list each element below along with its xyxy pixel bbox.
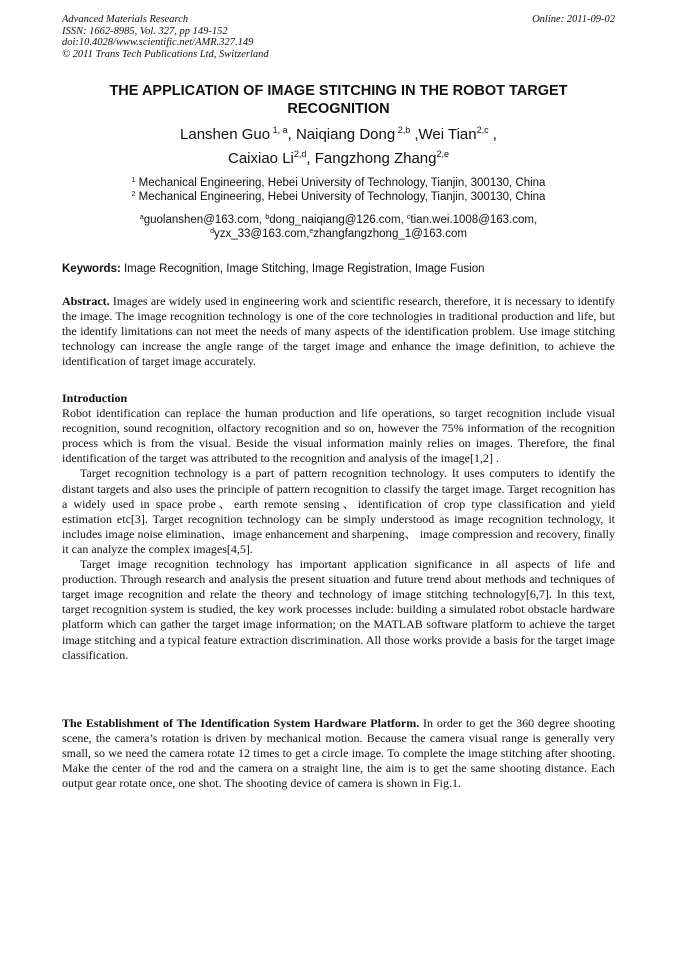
email-line-2	[62, 227, 615, 241]
affiliations	[62, 176, 615, 204]
author-separator: ,	[488, 126, 497, 143]
author-sup: 2,d	[293, 149, 307, 159]
affiliation-text: Mechanical Engineering, Hebei University of Technology, Tianjin, 300130, China	[135, 191, 546, 203]
introduction-section	[62, 391, 615, 663]
hardware-section	[62, 716, 615, 791]
journal-name: Advanced Materials Research	[62, 14, 189, 25]
introduction-paragraph-3: Target image recognition technology has important application significance in all aspects of life and production. Through research and analysis the present situation and future trend about methods and techniques of target image recognition and relate the theory and technology of image stitching technology[6,7]. In this text, target recognition system is studied, the key work processes include: building a simulated robot obstacle hardware platform which can gather the target image information; on the MATLAB software platform to achieve the target image stitching and a typical feature extraction discrimination. All those works provide a basis for the target image classification.	[62, 557, 615, 662]
journal-header	[62, 14, 615, 60]
introduction-paragraph-2: Target recognition technology is a part of pattern recognition technology. It uses computers to identify the distant targets and also uses the principle of pattern recognition to classify the target image. Target recognition has a widely used in space probe、earth remote sensing、identification of crop type classification and yield estimation etc[3]. Target recognition technology can be simply understood as image recognition technology, it includes image noise elimination、image enhancement and sharpening、 image compression and recovery, finally it can analyze the complex images[4,5].	[62, 466, 615, 556]
email-a: guolanshen@163.com,	[143, 214, 266, 226]
email-c: tian.wei.1008@163.com,	[410, 214, 538, 226]
doi-line: doi:10.4028/www.scientific.net/AMR.327.149	[62, 37, 254, 49]
title-line-1: THE APPLICATION OF IMAGE STITCHING IN THE ROBOT TARGET	[109, 83, 568, 99]
email-line-1	[62, 213, 615, 227]
author-name: , Naiqiang Dong	[287, 126, 396, 143]
affiliation-1	[62, 176, 615, 190]
title-line-2: RECOGNITION	[287, 101, 390, 117]
paper-title	[62, 82, 615, 118]
email-sup: b	[265, 214, 270, 221]
email-sup: d	[210, 228, 214, 235]
keywords-text: Image Recognition, Image Stitching, Image Registration, Image Fusion	[120, 263, 485, 275]
author-line-2	[62, 147, 615, 171]
hardware-text: In order to get the 360 degree shooting scene, the camera’s rotation is driven by mechanical motion. Because the camera visual range is generally very small, so we need the camera rotate 12 times to get a circle image. To complete the image stitching after shooting. Make the center of the rod and the camera on a straight line, the aim is to get the same shooting distance. Each output gear rotate once, one shot. The shooting device of camera is shown in Fig.1.	[62, 716, 616, 791]
author-name: , Fangzhong Zhang	[306, 150, 437, 167]
email-list	[62, 213, 615, 241]
abstract	[62, 294, 615, 369]
introduction-paragraph-1: Robot identification can replace the human production and life operations, so target recognition include visual recognition, sound recognition, olfactory recognition and so on, however the 75% information of the recognition process which is from the visual. Beside the visual information mainly relies on images. Therefore, the final identification of the target was attributed to the recognition and analysis of the image[1,2] .	[62, 406, 615, 466]
author-sup: 2,b	[395, 125, 411, 135]
author-name: Lanshen Guo	[180, 126, 271, 143]
keywords-label: Keywords:	[62, 263, 121, 275]
online-date: Online: 2011-09-02	[532, 14, 615, 25]
affiliation-sup: 2	[131, 191, 136, 198]
author-sup: 1, a	[270, 125, 288, 135]
email-sup: a	[139, 214, 144, 221]
email-b: dong_naiqiang@126.com,	[269, 214, 407, 226]
hardware-heading: The Establishment of The Identification System Hardware Platform.	[62, 716, 420, 730]
abstract-label: Abstract.	[62, 294, 110, 308]
affiliation-text: Mechanical Engineering, Hebei University of Technology, Tianjin, 300130, China	[135, 177, 546, 189]
email-sup: e	[309, 228, 314, 235]
author-name: Caixiao Li	[228, 150, 294, 167]
author-sup: 2,c	[476, 125, 489, 135]
author-name: ,Wei Tian	[410, 126, 477, 143]
affiliation-2	[62, 190, 615, 204]
keywords	[62, 262, 615, 276]
email-d: yzx_33@163.com,	[213, 228, 310, 240]
issn-line: ISSN: 1662-8985, Vol. 327, pp 149-152	[62, 25, 228, 37]
copyright-line: © 2011 Trans Tech Publications Ltd, Switzerland	[62, 48, 269, 60]
author-list	[62, 123, 615, 171]
abstract-text: Images are widely used in engineering work and scientific research, therefore, it is necessary to identify the image. The image recognition technology is one of the core technologies in traditional production and life, but the identify limitations can not meet the needs of many aspects of the identification problem. Use image stitching technology can increase the angle range of the target image and enhance the image definition, to achieve the identification of target image accurately.	[62, 294, 615, 369]
author-sup: 2,e	[436, 149, 449, 159]
email-e: zhangfangzhong_1@163.com	[313, 228, 467, 240]
affiliation-sup: 1	[131, 177, 136, 184]
author-line-1	[62, 123, 615, 147]
introduction-heading: Introduction	[62, 391, 128, 405]
email-sup: c	[406, 214, 411, 221]
